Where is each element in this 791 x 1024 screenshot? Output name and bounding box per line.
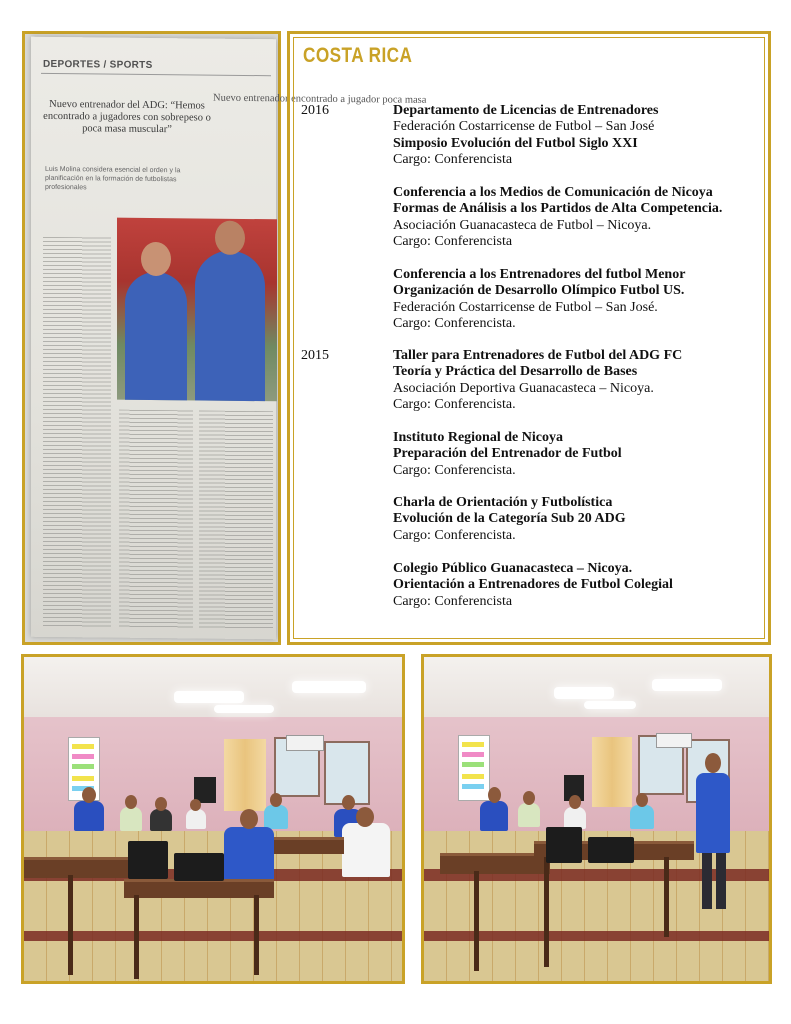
classroom-photo-right <box>421 654 772 984</box>
entry-title: Colegio Público Guanacasteca – Nicoya. <box>393 561 633 576</box>
classroom-desk <box>274 837 344 854</box>
entry-title: Preparación del Entrenador de Futbol <box>393 446 622 462</box>
classroom-desk <box>124 879 274 898</box>
newspaper-text-column <box>43 237 111 628</box>
year-label: 2016 <box>301 103 329 118</box>
classroom-desk <box>24 857 144 878</box>
cv-entry <box>393 103 765 168</box>
projector-bag <box>174 853 224 881</box>
entry-title: Teoría y Práctica del Desarrollo de Bases <box>393 364 638 380</box>
entry-title: Conferencia a los Medios de Comunicación de Nicoya <box>393 185 713 200</box>
coach-figure <box>125 272 187 401</box>
entry-organization: Federación Costarricense de Futbol – San José <box>393 119 655 135</box>
country-heading: COSTA RICA <box>303 44 413 67</box>
year-label: 2015 <box>301 348 329 363</box>
entry-role: Cargo: Conferencista <box>393 233 513 249</box>
newspaper-subhead: Luis Molina considera esencial el orden y la planificación en la formación de futbolistas profesionales <box>45 165 181 192</box>
entry-organization: Asociación Deportiva Guanacasteca – Nicoya. <box>393 380 654 396</box>
entry-role: Cargo: Conferencista. <box>393 462 516 478</box>
entry-title: Charla de Orientación y Futbolística <box>393 495 613 510</box>
cv-entry <box>393 561 765 610</box>
newspaper-rule <box>41 73 271 76</box>
classroom-photo-left <box>21 654 405 984</box>
entry-role: Cargo: Conferencista <box>393 593 513 609</box>
projector-bag <box>588 837 634 863</box>
entry-title: Taller para Entrenadores de Futbol del ADG FC <box>393 348 683 363</box>
entry-organization: Federación Costarricense de Futbol – San José. <box>393 299 658 315</box>
newspaper-text-column <box>119 410 193 629</box>
newspaper-headline-side: Nuevo entrenador encontrado a jugador poca masa <box>213 92 427 106</box>
entry-title: Formas de Análisis a los Partidos de Alta Competencia. <box>393 201 723 217</box>
entry-title: Orientación a Entrenadores de Futbol Colegial <box>393 577 673 593</box>
entry-role: Cargo: Conferencista <box>393 151 513 167</box>
entry-title: Evolución de la Categoría Sub 20 ADG <box>393 511 626 527</box>
entry-organization: Asociación Guanacasteca de Futbol – Nicoya. <box>393 217 652 233</box>
entry-title: Simposio Evolución del Futbol Siglo XXI <box>393 135 638 151</box>
computer-case <box>128 841 168 879</box>
cv-entry <box>393 430 765 479</box>
entry-role: Cargo: Conferencista. <box>393 315 516 331</box>
computer-case <box>546 827 582 863</box>
entry-role: Cargo: Conferencista. <box>393 396 516 412</box>
newspaper-text-column <box>199 410 273 629</box>
cv-entry <box>393 185 765 250</box>
cv-entry <box>393 348 765 413</box>
entry-title: Conferencia a los Entrenadores del futbol Menor <box>393 267 686 282</box>
entry-title: Instituto Regional de Nicoya <box>393 430 563 445</box>
newspaper-photo-coaches <box>117 218 277 402</box>
newspaper-section: DEPORTES / SPORTS <box>43 58 153 71</box>
cv-entry <box>393 267 765 332</box>
coach-figure <box>195 250 265 401</box>
newspaper-headline: Nuevo entrenador del ADG: “Hemos encontrado a jugadores con sobrepeso o poca masa muscular” <box>43 98 211 136</box>
cv-entry <box>393 495 765 544</box>
entry-title: Organización de Desarrollo Olímpico Futbol US. <box>393 283 685 299</box>
wall-poster <box>458 735 490 801</box>
entry-role: Cargo: Conferencista. <box>393 527 516 543</box>
entry-title: Departamento de Licencias de Entrenadores <box>393 103 659 118</box>
